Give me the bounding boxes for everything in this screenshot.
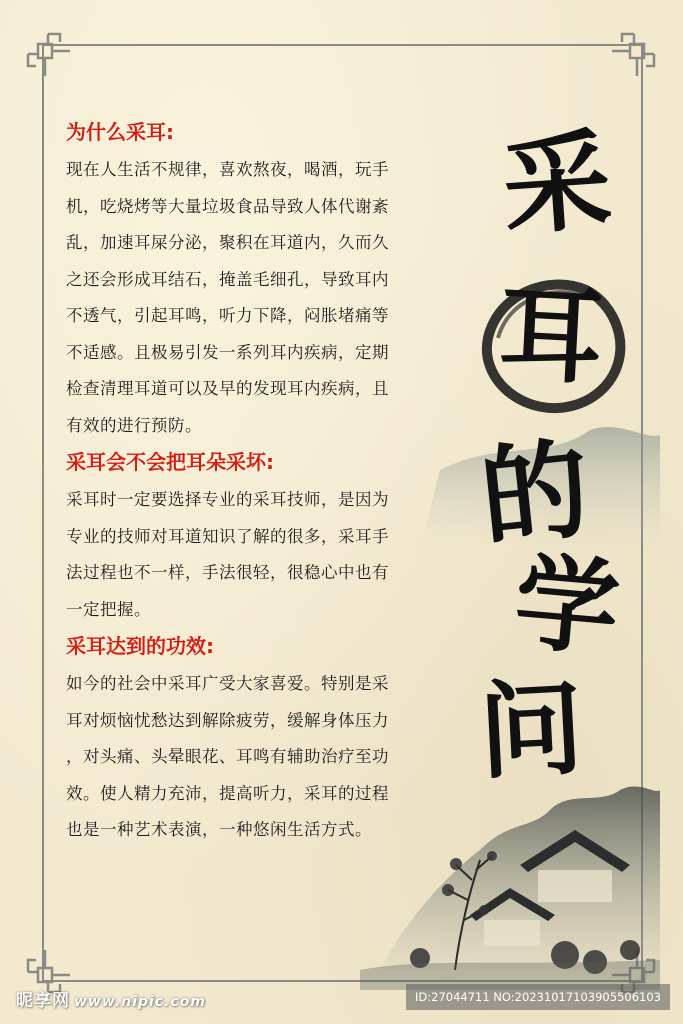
watermark-logo: [16, 986, 206, 1011]
section-heading: 为什么采耳:: [66, 120, 174, 144]
section-benefits: [66, 632, 456, 849]
section-paragraph: [66, 152, 456, 444]
calligraphy-title: [474, 117, 635, 802]
watermark-site: www.nipic.com: [74, 994, 206, 1010]
section-paragraph: [66, 666, 456, 849]
text-line: 乱，加速耳屎分泌，聚积在耳道内，久而久: [66, 233, 389, 252]
text-line: 之还会形成耳结石，掩盖毛细孔，导致耳内: [66, 269, 389, 289]
title-char: 学: [509, 539, 625, 672]
title-char: 耳: [495, 271, 607, 400]
text-line: 检查清理耳道可以及早的发现耳内疾病，且: [66, 379, 389, 398]
text-line: 法过程也不一样，手法很轻，很稳心中也有: [66, 563, 389, 582]
text-line: 不透气，引起耳鸣，听力下降，闷胀堵痛等: [66, 306, 389, 325]
watermark-logo-text: 昵享网: [16, 991, 70, 1011]
corner-ornament-icon: [610, 30, 658, 78]
text-line: 采耳时一定要选择专业的采耳技师，是因为: [66, 490, 389, 509]
section-why: [66, 118, 456, 444]
section-heading: 采耳达到的功效:: [66, 634, 214, 658]
title-char: 采: [498, 117, 616, 251]
text-line: 也是一种艺术表演，一种悠闲生活方式。: [66, 820, 372, 839]
corner-ornament-icon: [24, 30, 72, 78]
text-line: 机，吃烧烤等大量垃圾食品导致人体代谢紊: [66, 196, 389, 216]
text-line: 不适感。且极易引发一系列耳内疾病，定期: [66, 342, 389, 362]
text-line: 耳对烦恼忧愁达到解除疲劳，缓解身体压力: [66, 710, 389, 730]
text-line: 有效的进行预防。: [66, 415, 202, 435]
section-paragraph: [66, 482, 456, 628]
watermark-id: ID:27044711 NO:20231017103905506103: [406, 984, 670, 1010]
article-body: [66, 118, 456, 849]
text-line: 一定把握。: [66, 599, 151, 619]
text-line: 专业的技师对耳道知识了解的很多，采耳手: [66, 526, 389, 546]
text-line: 如今的社会中采耳广受大家喜爱。特别是采: [66, 674, 389, 693]
text-line: 现在人生活不规律，喜欢熬夜，喝酒，玩手: [66, 160, 389, 179]
title-char: 的: [474, 425, 596, 563]
text-line: ，对头痛、头晕眼花、耳鸣有辅助治疗至功: [66, 747, 389, 766]
text-line: 效。使人精力充沛，提高听力，采耳的过程: [66, 783, 389, 803]
section-heading: 采耳会不会把耳朵采坏:: [66, 450, 274, 474]
title-char: 问: [475, 665, 587, 794]
section-safety: [66, 448, 456, 628]
